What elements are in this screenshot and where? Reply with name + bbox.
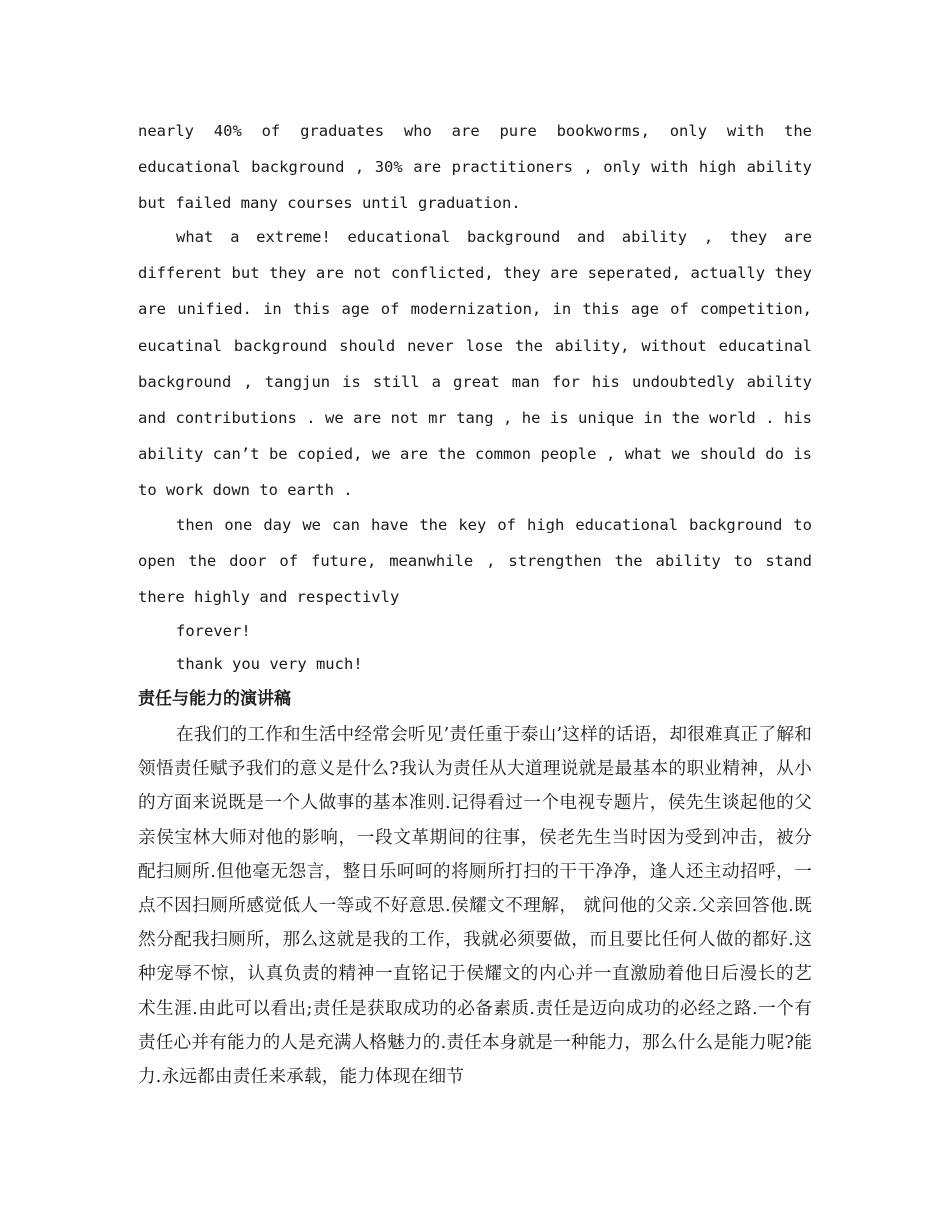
paragraph-key: then one day we can have the key of high educational background to open the door of future, meanwhile , strengthen the ability to stand there highly and respectivly bbox=[138, 516, 812, 607]
paragraph-forever: forever! bbox=[176, 622, 251, 640]
paragraph-responsibility: 在我们的工作和生活中经常会听见’责任重于泰山’这样的话语，却很难真正了解和领悟责任赋予我们的意义是什么?我认为责任从大道理说就是最基本的职业精神，从小的方面来说既是一个人做事的基本准则.记得看过一个电视专题片，侯先生谈起他的父亲侯宝林大师对他的影响，一段文革期间的往事，侯老先生当时因为受到冲击，被分配扫厕所.但他毫无怨言，整日乐呵呵的将厕所打扫的干干净净，逢人还主动招呼，一点不因扫厕所感觉低人一等或不好意思.侯耀文不理解， 就问他的父亲.父亲回答他.既然分配我扫厕所，那么这就是我的工作，我就必须要做，而且要比任何人做的都好.这种宠辱不惊，认真负责的精神一直铭记于侯耀文的内心并一直激励着他日后漫长的艺术生涯.由此可以看出;责任是获取成功的必备素质.责任是迈向成功的必经之路.一个有责任心并有能力的人是充满人格魅力的.责任本身就是一种能力，那么什么是能力呢?能力.永远都由责任来承载，能力体现在细节 bbox=[138, 725, 812, 1088]
paragraph-thanks: thank you very much! bbox=[176, 655, 363, 673]
paragraph-graduates: nearly 40% of graduates who are pure bookworms, only with the educational background , 30% are practitioners , only with high ability but failed many courses until graduation. bbox=[138, 122, 812, 213]
section-title: 责任与能力的演讲稿 bbox=[138, 689, 291, 709]
paragraph-extreme: what a extreme! educational background and ability , they are different but they are not conflicted, they are seperated, actually they are unified. in this age of modernization, in this age of competition, eucatinal background should never lose the ability, without educatinal background , tangjun is still a great man for his undoubtedly ability and contributions . we are not mr tang , he is unique in the world . his ability can’t be copied, we are the common people , what we should do is to work down to earth . bbox=[138, 228, 812, 500]
